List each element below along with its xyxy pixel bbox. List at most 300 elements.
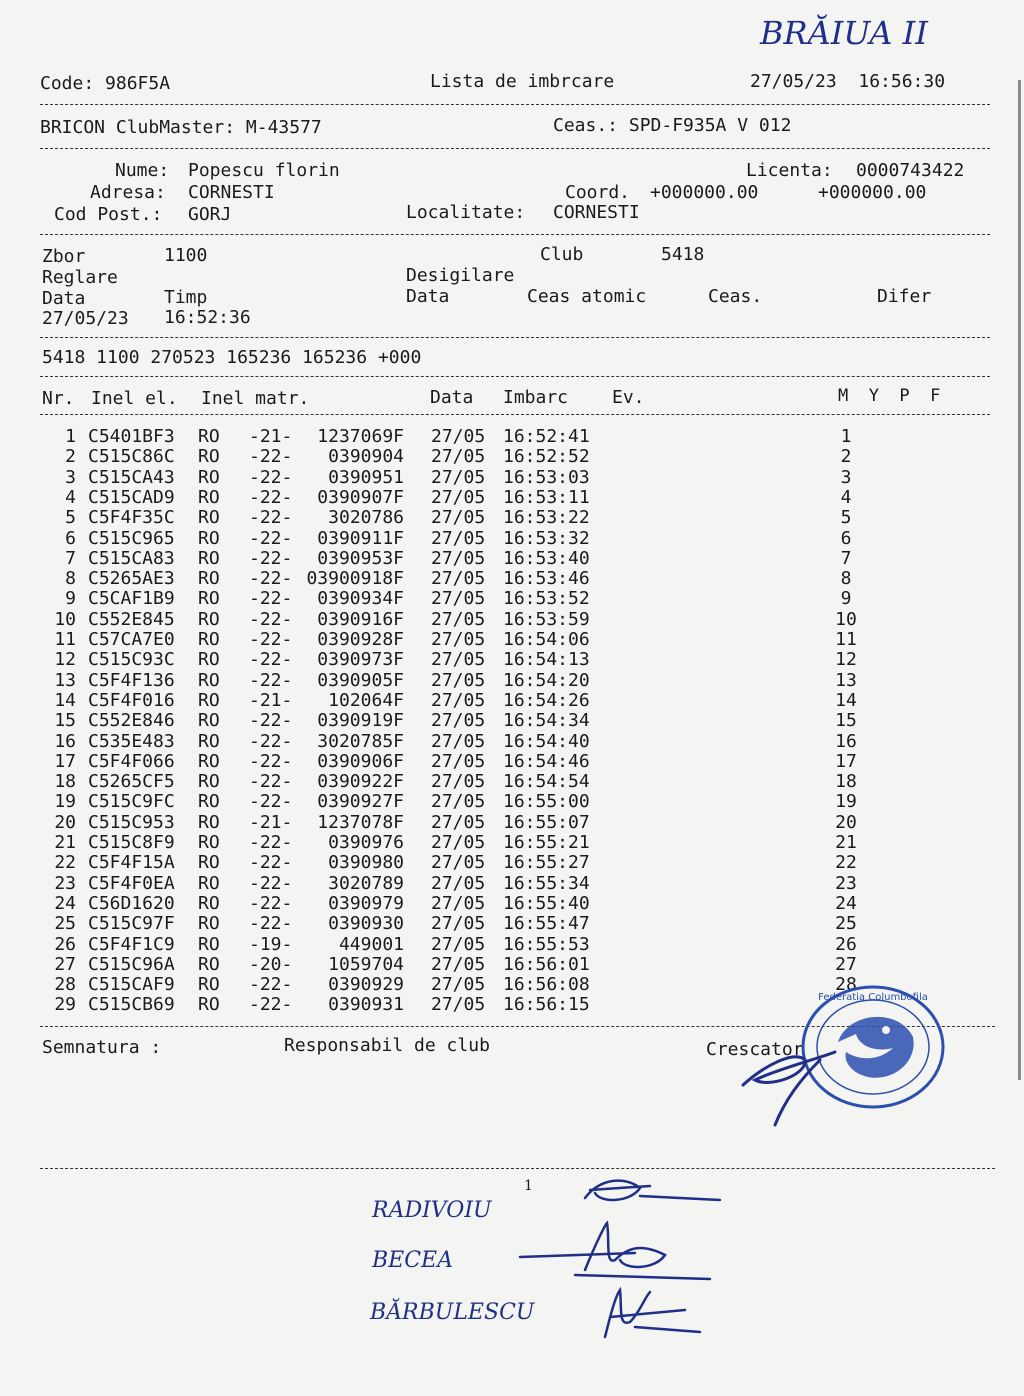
row-date: 27/05	[431, 872, 486, 894]
row-mark: 4	[840, 486, 852, 508]
row-mark: 5	[840, 507, 852, 529]
row-nr: 20	[54, 811, 76, 833]
row-ring-el: C515CB69	[88, 994, 175, 1016]
row-mark: 26	[835, 933, 857, 955]
row-year: -22-	[249, 974, 293, 996]
table-row	[0, 468, 1024, 488]
row-date: 27/05	[431, 791, 486, 813]
row-country: RO	[198, 507, 220, 529]
device-label: BRICON ClubMaster: M-43577	[40, 117, 322, 138]
row-country: RO	[198, 446, 220, 468]
row-ring-el: C5CAF1B9	[88, 588, 175, 610]
table-row	[0, 732, 1024, 752]
row-ring-el: C515CA43	[88, 466, 175, 488]
coord-x: +000000.00	[650, 182, 759, 203]
table-row	[0, 955, 1024, 975]
row-year: -22-	[249, 750, 293, 772]
flight-summary: 5418 1100 270523 165236 165236 +000	[42, 347, 422, 368]
row-time: 16:55:53	[503, 933, 590, 955]
row-year: -22-	[249, 629, 293, 650]
row-year: -21-	[249, 426, 293, 447]
table-row	[0, 427, 1024, 447]
row-country: RO	[198, 771, 220, 793]
row-date: 27/05	[431, 568, 486, 590]
row-time: 16:56:01	[503, 953, 590, 975]
table-row	[0, 447, 1024, 467]
row-date: 27/05	[431, 629, 486, 650]
row-ring-matr: 0390907F	[317, 486, 404, 508]
row-ring-el: C515C965	[88, 527, 175, 549]
row-ring-matr: 0390922F	[317, 771, 404, 793]
commission-signature-1	[580, 1168, 730, 1218]
row-country: RO	[198, 629, 220, 650]
row-ring-el: C515CAF9	[88, 974, 175, 996]
row-nr: 9	[65, 588, 76, 610]
table-row	[0, 569, 1024, 589]
row-nr: 5	[65, 507, 76, 529]
row-date: 27/05	[431, 771, 486, 793]
row-ring-el: C5F4F1C9	[88, 933, 175, 955]
table-row	[0, 650, 1024, 670]
table-row	[0, 914, 1024, 934]
row-ring-matr: 3020786	[328, 507, 404, 529]
row-ring-matr: 0390930	[328, 913, 404, 935]
commission-mark-1: 1	[524, 1178, 533, 1194]
divider	[40, 148, 990, 149]
desigilare-label: Desigilare	[406, 265, 515, 286]
row-year: -22-	[249, 913, 293, 935]
row-time: 16:53:52	[503, 588, 590, 610]
coord-label: Coord.	[565, 182, 631, 203]
table-row	[0, 894, 1024, 914]
table-row	[0, 549, 1024, 569]
row-ring-matr: 0390911F	[317, 527, 404, 549]
licenta-label: Licenta:	[746, 160, 833, 181]
row-mark: 21	[835, 832, 857, 853]
row-nr: 1	[65, 426, 76, 447]
row-country: RO	[198, 974, 220, 996]
difer-label: Difer	[877, 286, 932, 307]
row-country: RO	[198, 994, 220, 1016]
divider	[40, 1168, 995, 1169]
row-country: RO	[198, 669, 220, 691]
row-country: RO	[198, 527, 220, 549]
row-mark: 3	[840, 466, 852, 488]
table-row	[0, 711, 1024, 731]
table-row	[0, 853, 1024, 873]
row-country: RO	[198, 608, 220, 630]
row-nr: 25	[54, 913, 76, 935]
row-time: 16:53:40	[503, 547, 590, 569]
desig-data-label: Data	[406, 286, 450, 307]
table-row	[0, 630, 1024, 650]
table-row	[0, 833, 1024, 853]
zbor-label: Zbor	[42, 246, 86, 267]
row-date: 27/05	[431, 913, 486, 935]
row-ring-el: C515C86C	[88, 446, 175, 468]
localitate-label: Localitate:	[406, 202, 526, 223]
row-mark: 14	[835, 689, 857, 711]
row-nr: 13	[54, 669, 76, 691]
row-country: RO	[198, 466, 220, 488]
row-ring-el: C5F4F136	[88, 669, 175, 691]
row-mark: 7	[840, 547, 852, 569]
data-label: Data	[42, 288, 86, 309]
col-ev: Ev.	[612, 387, 645, 408]
row-ring-matr: 1237078F	[317, 811, 404, 833]
row-time: 16:54:46	[503, 750, 590, 772]
commission-name-2: BECEA	[372, 1248, 454, 1273]
row-time: 16:56:08	[503, 974, 590, 996]
row-year: -22-	[249, 852, 293, 874]
row-ring-el: C552E845	[88, 608, 175, 630]
row-date: 27/05	[431, 750, 486, 772]
row-ring-matr: 0390979	[328, 892, 404, 914]
row-ring-el: C515CA83	[88, 547, 175, 569]
row-date: 27/05	[431, 669, 486, 691]
divider	[40, 337, 990, 338]
adresa-label: Adresa:	[90, 182, 166, 203]
row-ring-el: C515C9FC	[88, 791, 175, 813]
row-time: 16:53:03	[503, 466, 590, 488]
row-time: 16:53:59	[503, 608, 590, 630]
zbor-value: 1100	[164, 245, 208, 266]
row-mark: 18	[835, 771, 857, 793]
table-row	[0, 792, 1024, 812]
commission-signature-2	[515, 1215, 715, 1285]
row-year: -21-	[249, 689, 293, 711]
data-value: 27/05/23	[42, 308, 129, 329]
club-label: Club	[540, 244, 584, 265]
row-ring-matr: 3020785F	[317, 730, 404, 752]
row-time: 16:55:34	[503, 872, 590, 894]
row-year: -22-	[249, 446, 293, 468]
table-row	[0, 772, 1024, 792]
row-time: 16:53:22	[503, 507, 590, 529]
row-ring-el: C5F4F016	[88, 689, 175, 711]
row-ring-el: C515C93C	[88, 649, 175, 671]
row-ring-matr: 0390980	[328, 852, 404, 874]
row-nr: 23	[54, 872, 76, 894]
row-ring-el: C535E483	[88, 730, 175, 752]
row-year: -22-	[249, 771, 293, 793]
row-date: 27/05	[431, 588, 486, 610]
row-year: -22-	[249, 872, 293, 894]
row-time: 16:55:00	[503, 791, 590, 813]
commission-signature-3	[590, 1282, 710, 1342]
row-time: 16:53:46	[503, 568, 590, 590]
row-mark: 15	[835, 710, 857, 732]
row-country: RO	[198, 933, 220, 955]
row-nr: 17	[54, 750, 76, 772]
divider	[40, 234, 990, 235]
row-nr: 29	[54, 994, 76, 1016]
row-year: -19-	[249, 933, 293, 955]
row-year: -22-	[249, 730, 293, 752]
table-row	[0, 935, 1024, 955]
row-mark: 6	[840, 527, 852, 549]
commission-name-1: RADIVOIU	[372, 1198, 492, 1223]
clock-label: Ceas.: SPD-F935A V 012	[553, 115, 792, 136]
row-mark: 2	[840, 446, 852, 468]
row-time: 16:54:06	[503, 629, 590, 650]
row-ring-matr: 0390934F	[317, 588, 404, 610]
codpost-label: Cod Post.:	[54, 204, 163, 225]
row-nr: 3	[65, 466, 76, 488]
row-date: 27/05	[431, 710, 486, 732]
table-row	[0, 488, 1024, 508]
row-mark: 24	[835, 892, 857, 914]
crescator-signature	[735, 1030, 855, 1130]
adresa-value: CORNESTI	[188, 182, 275, 203]
row-date: 27/05	[431, 974, 486, 996]
row-ring-el: C5265AE3	[88, 568, 175, 590]
row-date: 27/05	[431, 953, 486, 975]
row-time: 16:54:20	[503, 669, 590, 691]
col-imbarc: Imbarc	[503, 387, 569, 408]
row-ring-matr: 03900918F	[306, 568, 404, 590]
row-mark: 12	[835, 649, 857, 671]
row-time: 16:55:40	[503, 892, 590, 914]
row-mark: 27	[835, 953, 857, 975]
row-date: 27/05	[431, 689, 486, 711]
commission-name-3: BĂRBULESCU	[370, 1300, 535, 1325]
ceas-atomic-label: Ceas atomic	[527, 286, 647, 307]
col-mypf: M Y P F	[838, 386, 941, 406]
row-year: -22-	[249, 507, 293, 529]
row-nr: 4	[65, 486, 76, 508]
row-country: RO	[198, 811, 220, 833]
table-row	[0, 671, 1024, 691]
row-ring-matr: 0390928F	[317, 629, 404, 650]
table-row	[0, 610, 1024, 630]
row-nr: 11	[54, 629, 76, 650]
col-inel-el: Inel el.	[91, 388, 178, 409]
row-date: 27/05	[431, 730, 486, 752]
table-row	[0, 691, 1024, 711]
semnatura-label: Semnatura :	[42, 1037, 162, 1058]
row-country: RO	[198, 689, 220, 711]
row-date: 27/05	[431, 994, 486, 1016]
row-country: RO	[198, 872, 220, 894]
row-country: RO	[198, 750, 220, 772]
row-date: 27/05	[431, 547, 486, 569]
row-date: 27/05	[431, 649, 486, 671]
col-nr: Nr.	[42, 388, 75, 409]
row-year: -22-	[249, 994, 293, 1016]
row-mark: 25	[835, 913, 857, 935]
localitate-value: CORNESTI	[553, 202, 640, 223]
row-time: 16:55:47	[503, 913, 590, 935]
handwritten-title: BRĂIUA II	[760, 14, 928, 52]
row-country: RO	[198, 588, 220, 610]
row-ring-el: C5401BF3	[88, 426, 175, 447]
timp-label: Timp	[164, 287, 208, 308]
table-row	[0, 589, 1024, 609]
row-year: -22-	[249, 669, 293, 691]
row-ring-matr: 0390905F	[317, 669, 404, 691]
row-ring-matr: 0390953F	[317, 547, 404, 569]
owner-name: Popescu florin	[188, 160, 340, 181]
row-ring-el: C5F4F15A	[88, 852, 175, 874]
row-ring-matr: 1237069F	[317, 426, 404, 447]
timp-value: 16:52:36	[164, 307, 251, 328]
row-time: 16:54:13	[503, 649, 590, 671]
row-country: RO	[198, 426, 220, 447]
row-nr: 10	[54, 608, 76, 630]
row-nr: 19	[54, 791, 76, 813]
coord-y: +000000.00	[818, 182, 927, 203]
row-mark: 20	[835, 811, 857, 833]
row-date: 27/05	[431, 446, 486, 468]
divider	[40, 104, 990, 105]
row-nr: 27	[54, 953, 76, 975]
table-row	[0, 874, 1024, 894]
row-date: 27/05	[431, 426, 486, 447]
row-mark: 28	[835, 974, 857, 996]
row-date: 27/05	[431, 933, 486, 955]
row-year: -22-	[249, 791, 293, 813]
row-year: -21-	[249, 811, 293, 833]
row-country: RO	[198, 852, 220, 874]
row-ring-el: C515C97F	[88, 913, 175, 935]
row-date: 27/05	[431, 507, 486, 529]
row-ring-el: C57CA7E0	[88, 629, 175, 650]
club-value: 5418	[661, 244, 705, 265]
row-ring-el: C552E846	[88, 710, 175, 732]
table-row	[0, 529, 1024, 549]
row-ring-el: C515C8F9	[88, 832, 175, 853]
row-ring-matr: 449001	[338, 933, 404, 955]
responsabil-label: Responsabil de club	[284, 1035, 490, 1056]
divider	[40, 376, 990, 377]
row-time: 16:55:07	[503, 811, 590, 833]
row-ring-matr: 0390973F	[317, 649, 404, 671]
row-date: 27/05	[431, 608, 486, 630]
row-ring-matr: 0390929	[328, 974, 404, 996]
row-mark: 1	[840, 426, 852, 447]
licenta-value: 0000743422	[856, 160, 965, 181]
row-nr: 7	[65, 547, 76, 569]
row-ring-el: C5F4F066	[88, 750, 175, 772]
row-time: 16:54:26	[503, 689, 590, 711]
row-year: -22-	[249, 649, 293, 671]
row-mark: 11	[835, 629, 857, 650]
row-country: RO	[198, 649, 220, 671]
row-ring-el: C56D1620	[88, 892, 175, 914]
row-year: -22-	[249, 568, 293, 590]
row-year: -22-	[249, 608, 293, 630]
row-nr: 15	[54, 710, 76, 732]
row-time: 16:53:11	[503, 486, 590, 508]
row-nr: 24	[54, 892, 76, 914]
row-ring-el: C515C96A	[88, 953, 175, 975]
row-nr: 26	[54, 933, 76, 955]
reglare-label: Reglare	[42, 267, 118, 288]
row-ring-el: C515CAD9	[88, 486, 175, 508]
row-mark: 13	[835, 669, 857, 691]
row-ring-matr: 3020789	[328, 872, 404, 894]
row-mark: 9	[840, 588, 852, 610]
row-year: -22-	[249, 892, 293, 914]
row-time: 16:54:34	[503, 710, 590, 732]
row-nr: 22	[54, 852, 76, 874]
col-data: Data	[430, 387, 474, 408]
row-year: -22-	[249, 588, 293, 610]
row-time: 16:52:41	[503, 426, 590, 447]
row-year: -20-	[249, 953, 293, 975]
divider	[40, 414, 990, 415]
table-row	[0, 752, 1024, 772]
row-time: 16:54:54	[503, 771, 590, 793]
row-country: RO	[198, 913, 220, 935]
row-time: 16:53:32	[503, 527, 590, 549]
row-mark: 17	[835, 750, 857, 772]
ceas-label: Ceas.	[708, 286, 763, 307]
row-year: -22-	[249, 547, 293, 569]
row-mark: 23	[835, 872, 857, 894]
row-country: RO	[198, 710, 220, 732]
row-ring-el: C5F4F35C	[88, 507, 175, 529]
row-date: 27/05	[431, 466, 486, 488]
row-mark: 16	[835, 730, 857, 752]
row-ring-el: C515C953	[88, 811, 175, 833]
row-year: -22-	[249, 832, 293, 853]
row-nr: 8	[65, 568, 76, 590]
stamp-text: Federatia Columbofila	[818, 992, 928, 1003]
row-time: 16:55:27	[503, 852, 590, 874]
row-nr: 2	[65, 446, 76, 468]
code-label: Code: 986F5A	[40, 73, 171, 94]
row-country: RO	[198, 568, 220, 590]
row-year: -22-	[249, 486, 293, 508]
row-ring-matr: 102064F	[328, 689, 404, 711]
row-mark: 22	[835, 852, 857, 874]
row-ring-matr: 0390927F	[317, 791, 404, 813]
col-inel-matr: Inel matr.	[201, 388, 310, 409]
row-country: RO	[198, 892, 220, 914]
page-edge	[1018, 80, 1021, 1080]
row-country: RO	[198, 730, 220, 752]
row-year: -22-	[249, 527, 293, 549]
row-nr: 14	[54, 689, 76, 711]
print-datetime: 27/05/23 16:56:30	[750, 71, 946, 92]
row-ring-matr: 0390906F	[317, 750, 404, 772]
row-nr: 6	[65, 527, 76, 549]
row-country: RO	[198, 791, 220, 813]
row-ring-matr: 0390916F	[317, 608, 404, 630]
row-mark: 10	[835, 608, 857, 630]
row-ring-matr: 0390931	[328, 994, 404, 1016]
row-date: 27/05	[431, 527, 486, 549]
row-time: 16:55:21	[503, 832, 590, 853]
row-country: RO	[198, 832, 220, 853]
crescator-label: Crescator	[706, 1039, 804, 1060]
row-nr: 12	[54, 649, 76, 671]
row-country: RO	[198, 547, 220, 569]
row-country: RO	[198, 953, 220, 975]
row-ring-el: C5265CF5	[88, 771, 175, 793]
document-title: Lista de imbrcare	[430, 71, 615, 92]
row-date: 27/05	[431, 486, 486, 508]
row-ring-el: C5F4F0EA	[88, 872, 175, 894]
row-ring-matr: 0390919F	[317, 710, 404, 732]
row-year: -22-	[249, 466, 293, 488]
codpost-value: GORJ	[188, 204, 232, 225]
row-country: RO	[198, 486, 220, 508]
row-nr: 28	[54, 974, 76, 996]
row-date: 27/05	[431, 832, 486, 853]
